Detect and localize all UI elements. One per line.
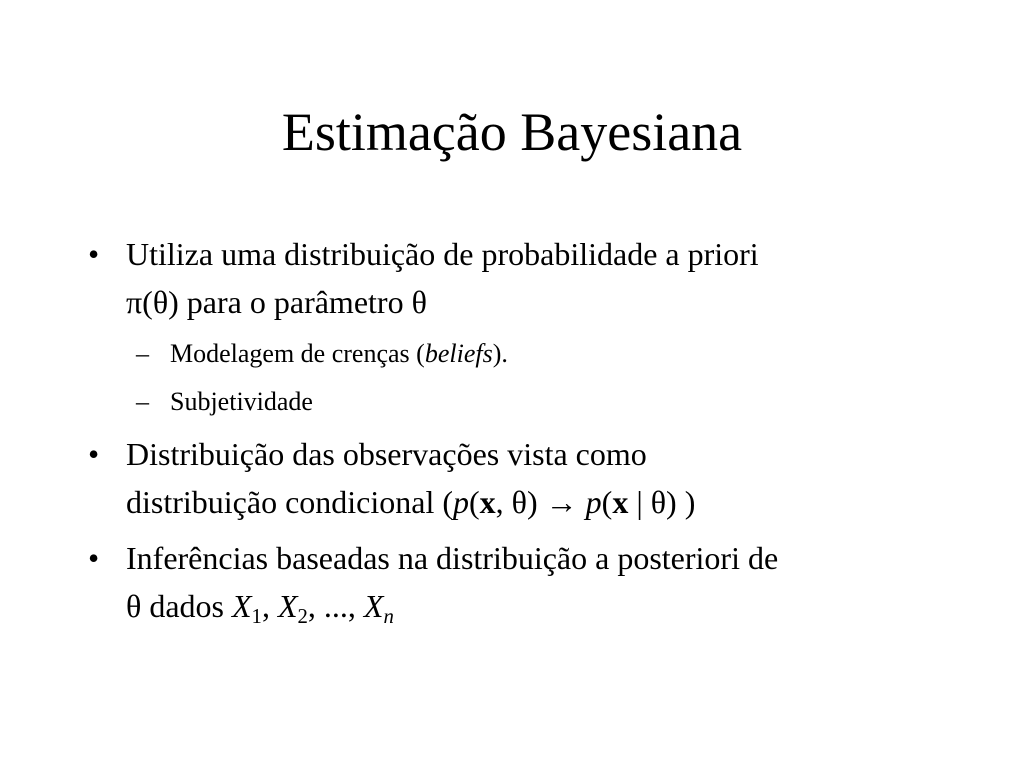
math-X1: X <box>231 588 252 624</box>
bullet-item-prior <box>88 230 968 326</box>
bullet-item-posterior <box>88 534 968 630</box>
math-paren2: ( <box>601 484 613 520</box>
bullet-item-conditional <box>88 430 968 526</box>
math-bar-theta: | θ) ) <box>628 484 696 520</box>
math-sep2: , ..., <box>307 588 364 624</box>
math-space <box>578 484 586 520</box>
bullet-text-line1: Utiliza uma distribuição de probabilidade a priori <box>126 236 759 272</box>
math-theta-dados: θ dados <box>126 588 232 624</box>
bullet-icon: • <box>88 236 100 272</box>
sub-item-subjectivity <box>88 382 968 422</box>
sub-item-beliefs <box>88 334 968 374</box>
bullet-text-line1: Inferências baseadas na distribuição a posteriori de <box>126 540 779 576</box>
math-p: p <box>453 484 470 520</box>
math-Xn: X <box>363 588 384 624</box>
math-p2: p <box>585 484 602 520</box>
math-paren: ( <box>469 484 480 520</box>
bullet-icon: • <box>88 436 100 472</box>
dash-icon: – <box>136 387 149 416</box>
bullet-text-line2: π(θ) para o parâmetro θ <box>126 284 427 320</box>
arrow-icon: → <box>545 484 578 520</box>
math-sep1: , <box>261 588 278 624</box>
math-sub-1: 1 <box>251 605 262 629</box>
math-comma-theta: , θ) <box>495 484 546 520</box>
bullet-text-line1: Distribuição das observações vista como <box>126 436 647 472</box>
slide-body <box>88 230 968 638</box>
sub-item-emphasis: beliefs <box>424 339 493 368</box>
dash-icon: – <box>136 339 149 368</box>
math-x2: x <box>612 484 629 520</box>
math-sub-n: n <box>383 605 394 629</box>
bullet-text-line2-prefix: distribuição condicional ( <box>126 484 454 520</box>
sub-item-tail: ). <box>492 339 508 368</box>
sub-item-text: Modelagem de crenças ( <box>170 339 425 368</box>
bullet-icon: • <box>88 540 100 576</box>
slide-title: Estimação Bayesiana <box>281 102 743 162</box>
math-X2: X <box>277 588 298 624</box>
math-x: x <box>479 484 496 520</box>
math-sub-2: 2 <box>297 605 308 629</box>
sub-item-text: Subjetividade <box>170 387 313 416</box>
